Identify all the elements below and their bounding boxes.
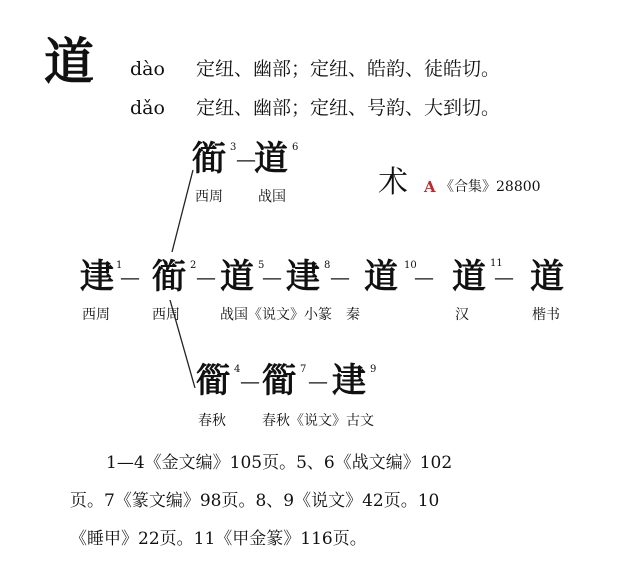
main-connector-5: — bbox=[414, 265, 434, 289]
upper-form-2: 道 bbox=[254, 139, 288, 179]
main-connector-6: — bbox=[494, 265, 514, 289]
reading-1-pinyin: dào bbox=[130, 58, 165, 80]
main-connector-2: — bbox=[196, 265, 216, 289]
upper-form-1-num: 3 bbox=[230, 142, 237, 153]
upper-form-1: 衜 bbox=[192, 139, 226, 179]
main-label-1: 西周 bbox=[82, 307, 110, 323]
oracle-source: 《合集》28800 bbox=[440, 179, 541, 195]
main-label-5: 汉 bbox=[455, 307, 469, 323]
upper-label-1: 西周 bbox=[195, 189, 223, 205]
main-connector-4: — bbox=[330, 265, 350, 289]
lower-form-1-num: 4 bbox=[234, 364, 241, 375]
main-label-2: 西周 bbox=[152, 307, 180, 323]
main-form-4: 䢖 bbox=[286, 257, 320, 297]
entry-character: 道 bbox=[44, 32, 94, 91]
main-form-3-num: 5 bbox=[258, 260, 265, 271]
main-form-1-num: 1 bbox=[116, 260, 123, 271]
main-connector-1: — bbox=[120, 265, 140, 289]
upper-connector: — bbox=[236, 147, 256, 171]
main-form-2: 衜 bbox=[152, 257, 186, 297]
main-form-5-num: 10 bbox=[404, 260, 417, 271]
lower-connector-1: — bbox=[240, 369, 260, 393]
main-form-3: 道 bbox=[220, 257, 254, 297]
reading-2-pinyin: dǎo bbox=[130, 97, 165, 119]
lower-label-1: 春秋 bbox=[198, 413, 226, 429]
reading-2-fanqie: 定纽、幽部；定纽、号韵、大到切。 bbox=[196, 97, 501, 119]
reference-line-3: 《睡甲》22页。11《甲金篆》116页。 bbox=[70, 529, 367, 549]
lower-form-1: 衟 bbox=[196, 361, 230, 401]
lower-label-2: 春秋《说文》古文 bbox=[262, 413, 374, 429]
upper-label-2: 战国 bbox=[258, 189, 286, 205]
main-form-5: 道 bbox=[364, 257, 398, 297]
lower-form-2: 衟 bbox=[262, 361, 296, 401]
main-form-4-num: 8 bbox=[324, 260, 331, 271]
main-form-7: 道 bbox=[530, 257, 564, 297]
reference-line-2: 页。7《篆文编》98页。8、9《说文》42页。10 bbox=[70, 491, 440, 511]
main-label-3: 战国《说文》小篆 bbox=[220, 307, 332, 323]
main-connector-3: — bbox=[262, 265, 282, 289]
oracle-glyph: 术 bbox=[378, 165, 406, 200]
lower-form-3: 䢖 bbox=[332, 361, 366, 401]
main-form-1: 䢖 bbox=[80, 257, 114, 297]
main-form-7-num: 11 bbox=[490, 258, 503, 269]
oracle-mark: A bbox=[424, 178, 436, 196]
lower-form-2-num: 7 bbox=[300, 364, 307, 375]
main-form-2-num: 2 bbox=[190, 260, 197, 271]
lower-form-3-num: 9 bbox=[370, 364, 377, 375]
reference-line-1: 1—4《金文编》105页。5、6《战文编》102 bbox=[106, 453, 453, 473]
main-label-4: 秦 bbox=[346, 307, 360, 323]
reading-1-fanqie: 定纽、幽部；定纽、皓韵、徒皓切。 bbox=[196, 58, 501, 80]
upper-form-2-num: 6 bbox=[292, 142, 299, 153]
main-form-6: 道 bbox=[452, 257, 486, 297]
lower-connector-2: — bbox=[308, 369, 328, 393]
main-label-6: 楷书 bbox=[532, 307, 560, 323]
